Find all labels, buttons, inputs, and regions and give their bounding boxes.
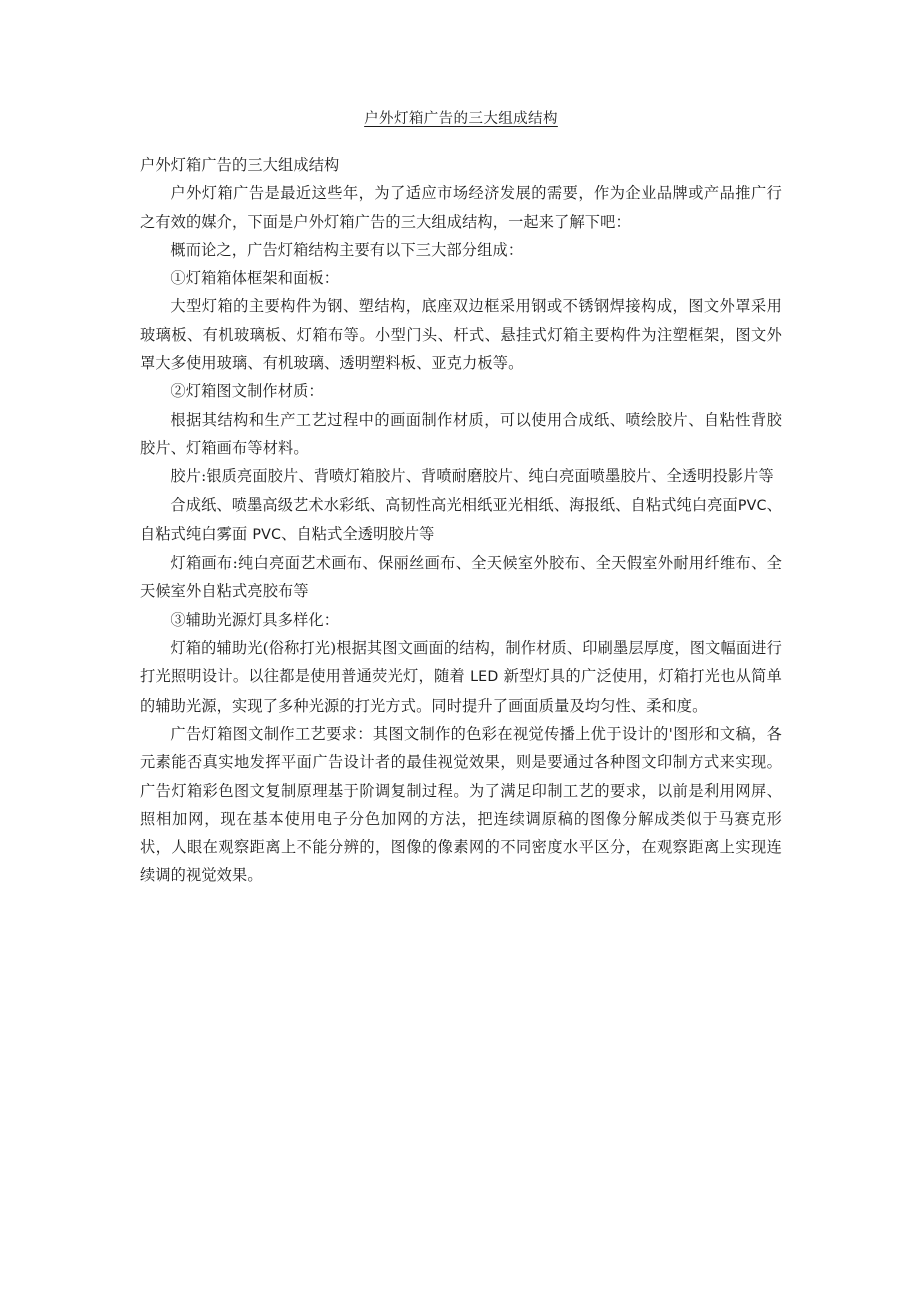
paragraph-item3-body: [140, 634, 782, 720]
paragraph-paper-materials: [140, 491, 782, 550]
paper-latin-pvc-1: PVC: [737, 497, 767, 514]
document-body: [140, 105, 782, 890]
item3-text-after: 新型灯具的广泛使用，灯箱打光也从简单的辅助光源，实现了多种光源的打光方式。同时提升了画面质量及均匀性、柔和度。: [140, 667, 782, 715]
paragraph-intro: 户外灯箱广告是最近这些年，为了适应市场经济发展的需要，作为企业品牌或产品推广行之有效的媒介，下面是户外灯箱广告的三大组成结构，一起来了解下吧：: [140, 184, 782, 231]
paper-text-after: 、自粘式全透明胶片等: [281, 524, 435, 543]
paragraph-craft-requirements: 广告灯箱图文制作工艺要求：其图文制作的色彩在视觉传播上优于设计的'图形和文稿，各元素能否真实地发挥平面广告设计者的最佳视觉效果，则是要通过各种图文印制方式来实现。广告灯箱彩色图文复制原理基于阶调复制过程。为了满足印制工艺的要求，以前是利用网屏、照相加网，现在基本使用电子分色加网的方法，把连续调原稿的图像分解成类似于马赛克形状，人眼在观察距离上不能分辨的，图像的像素网的不同密度水平区分，在观察距离上实现连续调的视觉效果。: [140, 724, 782, 885]
paper-text-mid: 、自粘式纯白雾面: [140, 495, 783, 543]
paragraph-item3-heading: ③辅助光源灯具多样化：: [170, 610, 340, 629]
paragraph-item1-heading: ①灯箱箱体框架和面板：: [170, 269, 340, 288]
paragraph-overview: 概而论之，广告灯箱结构主要有以下三大部分组成：: [170, 240, 524, 259]
paper-latin-pvc-2: PVC: [252, 526, 282, 543]
document-title: 户外灯箱广告的三大组成结构: [364, 111, 558, 127]
item3-latin-led: LED: [470, 669, 499, 686]
paragraph-item1-body: 大型灯箱的主要构件为钢、塑结构，底座双边框采用钢或不锈钢焊接构成，图文外罩采用玻璃板、有机玻璃板、灯箱布等。小型门头、杆式、悬挂式灯箱主要构件为注塑框架，图文外罩大多使用玻璃、有机玻璃、透明塑料板、亚克力板等。: [140, 297, 782, 373]
paragraph-item2-body: 根据其结构和生产工艺过程中的画面制作材质，可以使用合成纸、喷绘胶片、自粘性背胶胶片、灯箱画布等材料。: [140, 410, 782, 457]
document-heading-line: 户外灯箱广告的三大组成结构: [140, 156, 340, 174]
item3-text-before: 灯箱的辅助光(俗称打光)根据其图文画面的结构，制作材质、印刷墨层厚度，图文幅面进行打光照明设计。以往都是使用普通荧光灯，随着: [140, 639, 782, 686]
paragraph-item2-heading: ②灯箱图文制作材质：: [170, 382, 324, 401]
paper-text-before: 合成纸、喷墨高级艺术水彩纸、高韧性高光相纸亚光相纸、海报纸、自粘式纯白亮面: [170, 495, 738, 514]
paragraph-canvas-materials: 灯箱画布:纯白亮面艺术画布、保丽丝画布、全天候室外胶布、全天假室外耐用纤维布、全天候室外自粘式亮胶布等: [140, 554, 782, 601]
paragraph-film-materials: 胶片:银质亮面胶片、背喷灯箱胶片、背喷耐磨胶片、纯白亮面喷墨胶片、全透明投影片等: [170, 467, 774, 486]
